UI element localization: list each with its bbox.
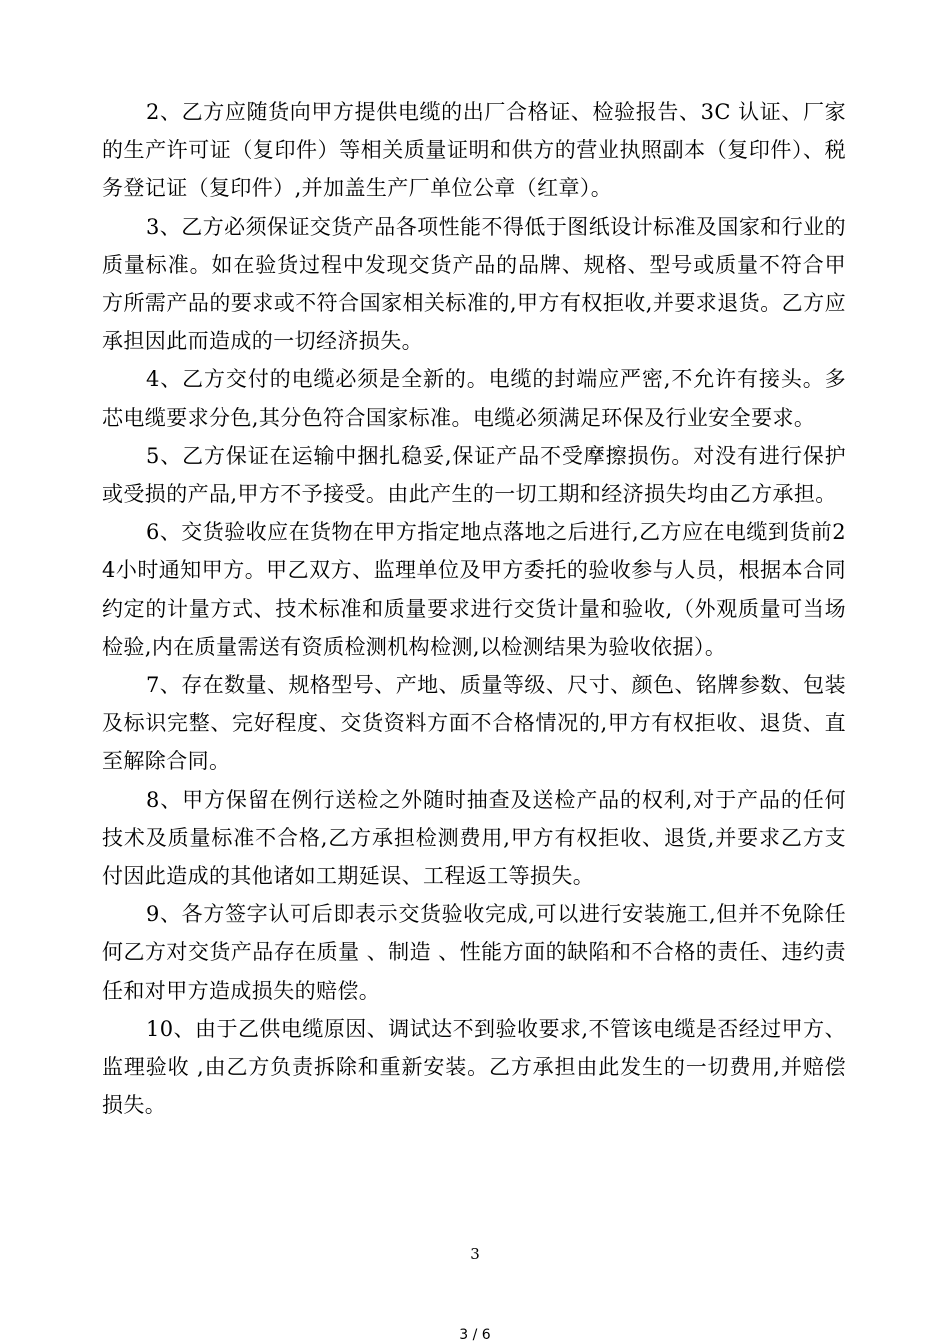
paragraph-clause-8: 8、甲方保留在例行送检之外随时抽查及送检产品的权利,对于产品的任何技术及质量标准不合格,乙方承担检测费用,甲方有权拒收、退货,并要求乙方支付因此造成的其他诸如工期延误、工程返工等损失。 [102,787,846,889]
document-body [102,93,846,1124]
paragraph-clause-5: 5、乙方保证在运输中捆扎稳妥,保证产品不受摩擦损伤。对没有进行保护或受损的产品,甲方不予接受。由此产生的一切工期和经济损失均由乙方承担。 [102,443,846,507]
paragraph-clause-10: 10、由于乙供电缆原因、调试达不到验收要求,不管该电缆是否经过甲方、监理验收 ,由乙方负责拆除和重新安装。乙方承担由此发生的一切费用,并赔偿损失。 [102,1016,846,1118]
paragraph-clause-2: 2、乙方应随货向甲方提供电缆的出厂合格证、检验报告、3C 认证、厂家的生产许可证（复印件）等相关质量证明和供方的营业执照副本（复印件）、税务登记证（复印件）,并加盖生产厂单位公章（红章）。 [102,100,846,201]
paragraph-clause-3: 3、乙方必须保证交货产品各项性能不得低于图纸设计标准及国家和行业的质量标准。如在验货过程中发现交货产品的品牌、规格、型号或质量不符合甲方所需产品的要求或不符合国家相关标准的,甲方有权拒收,并要求退货。乙方应承担因此而造成的一切经济损失。 [102,214,846,354]
paragraph-clause-6: 6、交货验收应在货物在甲方指定地点落地之后进行,乙方应在电缆到货前24小时通知甲方。甲乙双方、监理单位及甲方委托的验收参与人员，根据本合同约定的计量方式、技术标准和质量要求进行交货计量和验收,（外观质量可当场检验,内在质量需送有资质检测机构检测,以检测结果为验收依据）。 [102,520,846,659]
page-number: 3 [470,1245,480,1263]
paragraph-clause-7: 7、存在数量、规格型号、产地、质量等级、尺寸、颜色、铭牌参数、包装及标识完整、完好程度、交货资料方面不合格情况的,甲方有权拒收、退货、直至解除合同。 [102,673,846,774]
page-indicator: 3 / 6 [459,1327,491,1343]
paragraph-clause-9: 9、各方签字认可后即表示交货验收完成,可以进行安装施工,但并不免除任何乙方对交货产品存在质量 、制造 、性能方面的缺陷和不合格的责任、违约责任和对甲方造成损失的赔偿。 [102,902,846,1003]
paragraph-clause-4: 4、乙方交付的电缆必须是全新的。电缆的封端应严密,不允许有接头。多芯电缆要求分色,其分色符合国家标准。电缆必须满足环保及行业安全要求。 [102,367,846,430]
